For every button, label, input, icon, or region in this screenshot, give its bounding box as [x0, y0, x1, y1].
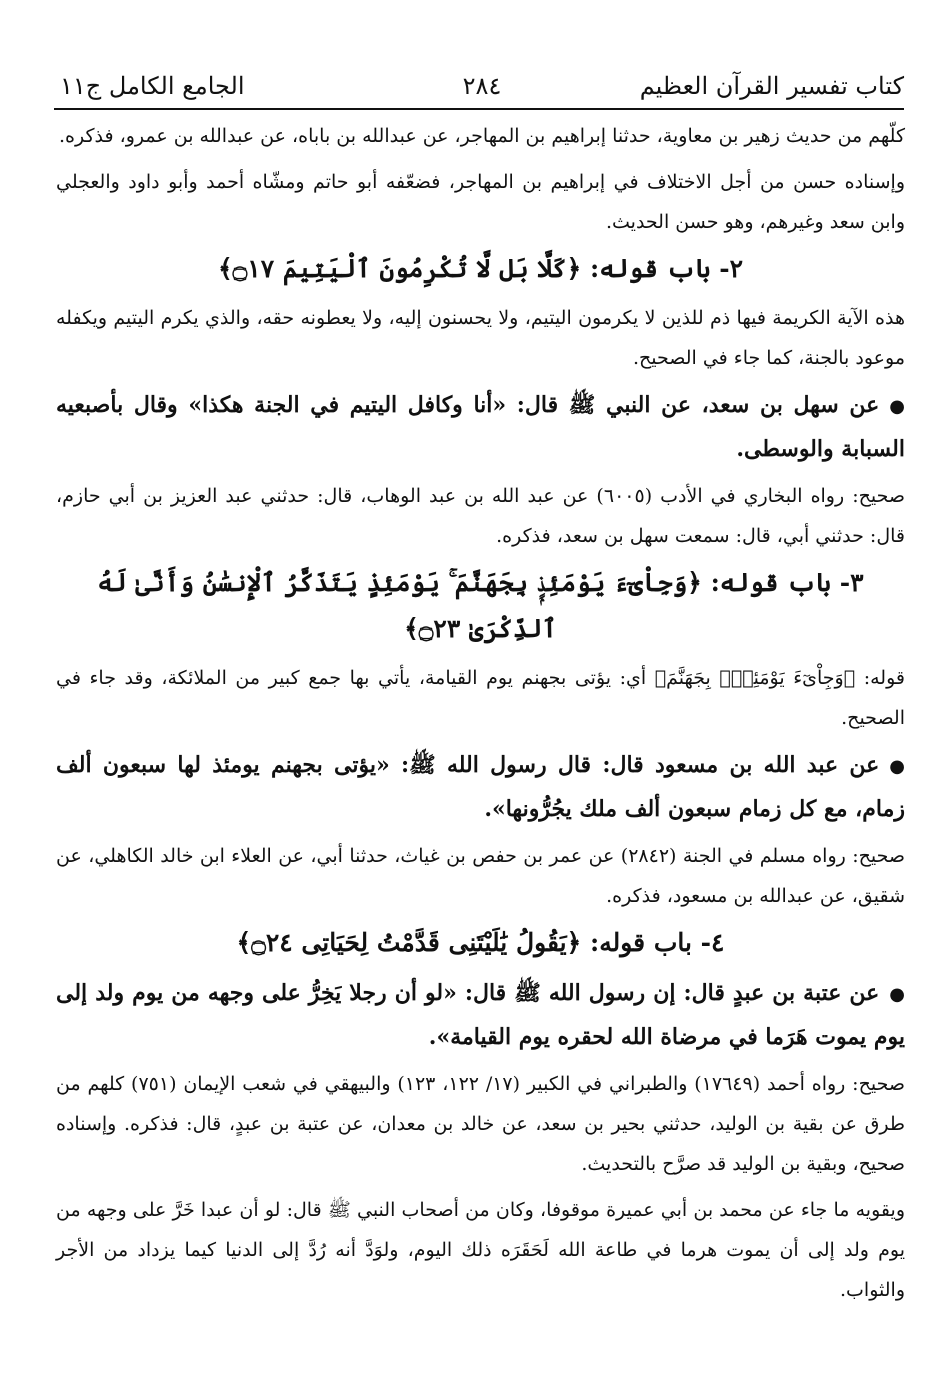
- paragraph-supporting-report: ويقويه ما جاء عن محمد بن أبي عميرة موقوفا، وكان من أصحاب النبي ﷺ قال: لو أن عبدا خَرَّ على وجهه من يوم ولد إلى أن يموت هرما في طاعة الله لَحَقَرَه ذلك اليوم، ولوَدَّ أنه رُدَّ إلى الدنيا كيما يزداد من الأجر والثواب.: [56, 1199, 905, 1301]
- hadith-text-1: [56, 384, 905, 470]
- paragraph-commentary-2: قوله: ﴿وَجِاْىٓءَ يَوْمَئِذٍۭ بِجَهَنَّمَ﴾ أي: يؤتى بجهنم يوم القيامة، يأتي بها جمع كبير من الملائكة، وقد جاء في الصحيح.: [56, 667, 905, 729]
- volume-label: الجامع الكامل ج١١: [60, 72, 245, 100]
- hadith-1-text: عن سهل بن سعد، عن النبي ﷺ قال: «أنا وكافل اليتيم في الجنة هكذا» وقال بأصبعيه السبابة والوسطى.: [56, 392, 905, 462]
- paragraph-isnad-2: وإسناده حسن من أجل الاختلاف في إبراهيم بن المهاجر، فضعّفه أبو حاتم ومشّاه أحمد وأبو داود والعجلي وابن سعد وغيرهم، وهو حسن الحديث.: [56, 171, 905, 233]
- hadith-text-3: [56, 972, 905, 1058]
- paragraph-commentary-1: هذه الآية الكريمة فيها ذم للذين لا يكرمون اليتيم، ولا يحسنون إليه، ولا يعطونه حقه، والذي يكرم اليتيم ويكفله موعود بالجنة، كما جاء في الصحيح.: [56, 307, 905, 369]
- page-body: [56, 116, 905, 1310]
- chapter-heading-4: ٤- باب قوله: ﴿يَقُولُ يَٰلَيْتَنِى قَدَّمْتُ لِحَيَاتِى ۝٢٤﴾: [236, 928, 725, 957]
- bullet-icon: ●: [889, 396, 905, 417]
- paragraph-takhrij-2: صحيح: رواه مسلم في الجنة (٢٨٤٢) عن عمر بن حفص بن غياث، حدثنا أبي، عن العلاء ابن خالد الكاهلي، عن شقيق، عن عبدالله بن مسعود، فذكره.: [56, 845, 905, 907]
- paragraph-isnad-1: كلّهم من حديث زهير بن معاوية، حدثنا إبراهيم بن المهاجر، عن عبدالله بن باباه، عن عبدالله بن عمرو، فذكره.: [58, 125, 905, 147]
- hadith-text-2: [56, 744, 905, 830]
- book-title: كتاب تفسير القرآن العظيم: [639, 72, 904, 100]
- chapter-heading-3: ٣- باب قوله: ﴿وَجِاْىٓءَ يَوْمَئِذٍۭ بِجَهَنَّمَ ۚ يَوْمَئِذٍ يَتَذَكَّرُ ٱلْإِنسَٰنُ وَأَنَّىٰ لَهُ ٱلذِّكْرَىٰ ۝٢٣﴾: [97, 568, 864, 643]
- hadith-3-text: عن عتبة بن عبدٍ قال: إن رسول الله ﷺ قال: «لو أن رجلا يَخِرُّ على وجهه من يوم ولد إلى يوم يموت هَرَما في مرضاة الله لحقره يوم القيامة».: [56, 980, 905, 1050]
- paragraph-takhrij-3: صحيح: رواه أحمد (١٧٦٤٩) والطبراني في الكبير (١٧/ ١٢٢، ١٢٣) والبيهقي في شعب الإيمان (٧٥١) كلهم من طرق عن بقية بن الوليد، حدثني بحير بن سعد، عن خالد بن معدان، عن عتبة بن عبدٍ، قال: فذكره. وإسناده صحيح، وبقية بن الوليد قد صرَّح بالتحديث.: [56, 1073, 905, 1175]
- hadith-2-text: عن عبد الله بن مسعود قال: قال رسول الله ﷺ: «يؤتى بجهنم يومئذ لها سبعون ألف زمام، مع كل زمام سبعون ألف ملك يجُرُّونها».: [56, 752, 905, 822]
- chapter-heading-2: ٢- باب قوله: ﴿كَلَّا بَل لَّا تُكْرِمُونَ ٱلْيَتِيمَ ۝١٧﴾: [217, 254, 744, 283]
- paragraph-takhrij-1: صحيح: رواه البخاري في الأدب (٦٠٠٥) عن عبد الله بن عبد الوهاب، قال: حدثني عبد العزيز بن أبي حازم، قال: حدثني أبي، قال: سمعت سهل بن سعد، فذكره.: [56, 485, 905, 547]
- running-header: [60, 68, 904, 104]
- bullet-icon: ●: [889, 984, 905, 1005]
- header-rule: [54, 108, 904, 110]
- page-number: ٢٨٤: [462, 72, 502, 100]
- bullet-icon: ●: [889, 756, 905, 777]
